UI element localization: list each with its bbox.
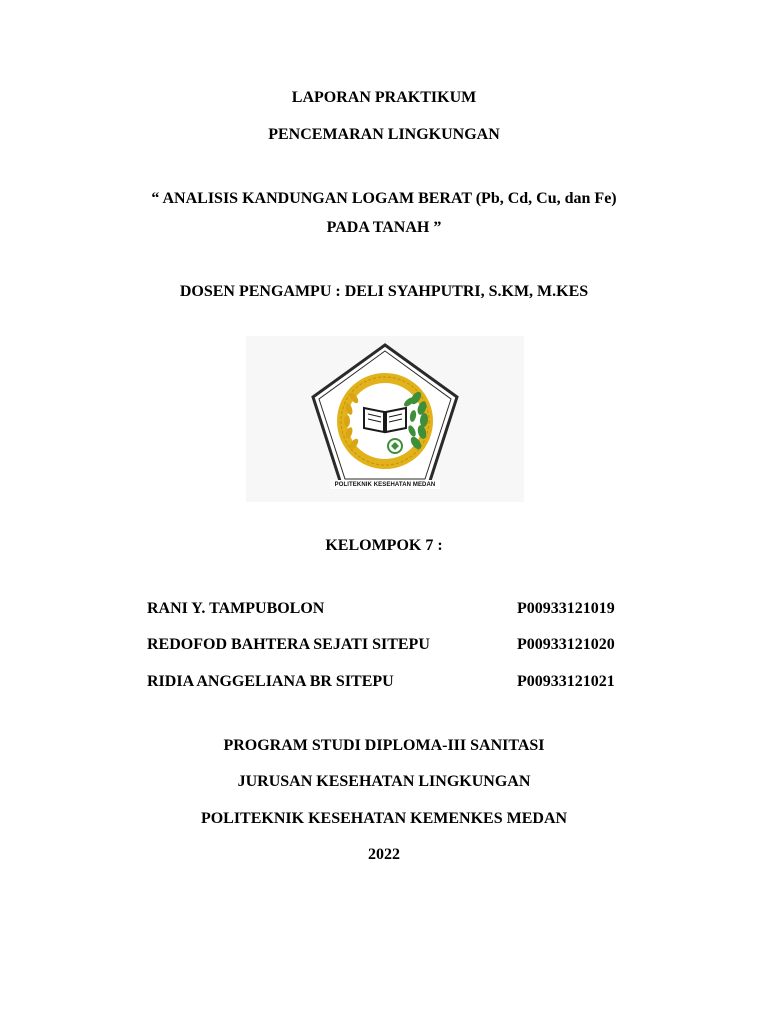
member-name: REDOFOD BAHTERA SEJATI SITEPU xyxy=(147,636,430,653)
health-emblem-icon xyxy=(388,439,402,453)
group-label: KELOMPOK 7 : xyxy=(325,537,443,554)
report-year: 2022 xyxy=(368,846,400,863)
member-nim: P00933121019 xyxy=(517,600,615,617)
study-program: PROGRAM STUDI DIPLOMA-III SANITASI xyxy=(223,737,545,754)
open-book-icon xyxy=(364,408,406,432)
lecturer-line: DOSEN PENGAMPU : DELI SYAHPUTRI, S.KM, M.KES xyxy=(179,283,589,300)
member-name: RIDIA ANGGELIANA BR SITEPU xyxy=(147,673,394,690)
report-topic-line-2: PADA TANAH ” xyxy=(326,219,442,236)
report-topic-line-1: “ ANALISIS KANDUNGAN LOGAM BERAT (Pb, Cd, Cu, dan Fe) xyxy=(151,190,617,207)
member-name: RANI Y. TAMPUBOLON xyxy=(147,600,325,617)
report-title: LAPORAN PRAKTIKUM xyxy=(291,89,477,106)
department: JURUSAN KESEHATAN LINGKUNGAN xyxy=(237,773,531,790)
poltekkes-emblem-icon xyxy=(246,336,524,502)
member-nim: P00933121020 xyxy=(517,636,615,653)
institution-logo xyxy=(246,336,524,502)
member-nim: P00933121021 xyxy=(517,673,615,690)
institution-name: POLITEKNIK KESEHATAN KEMENKES MEDAN xyxy=(200,810,568,827)
report-subject: PENCEMARAN LINGKUNGAN xyxy=(268,126,500,143)
logo-caption: POLITEKNIK KESEHATAN MEDAN xyxy=(334,482,436,488)
